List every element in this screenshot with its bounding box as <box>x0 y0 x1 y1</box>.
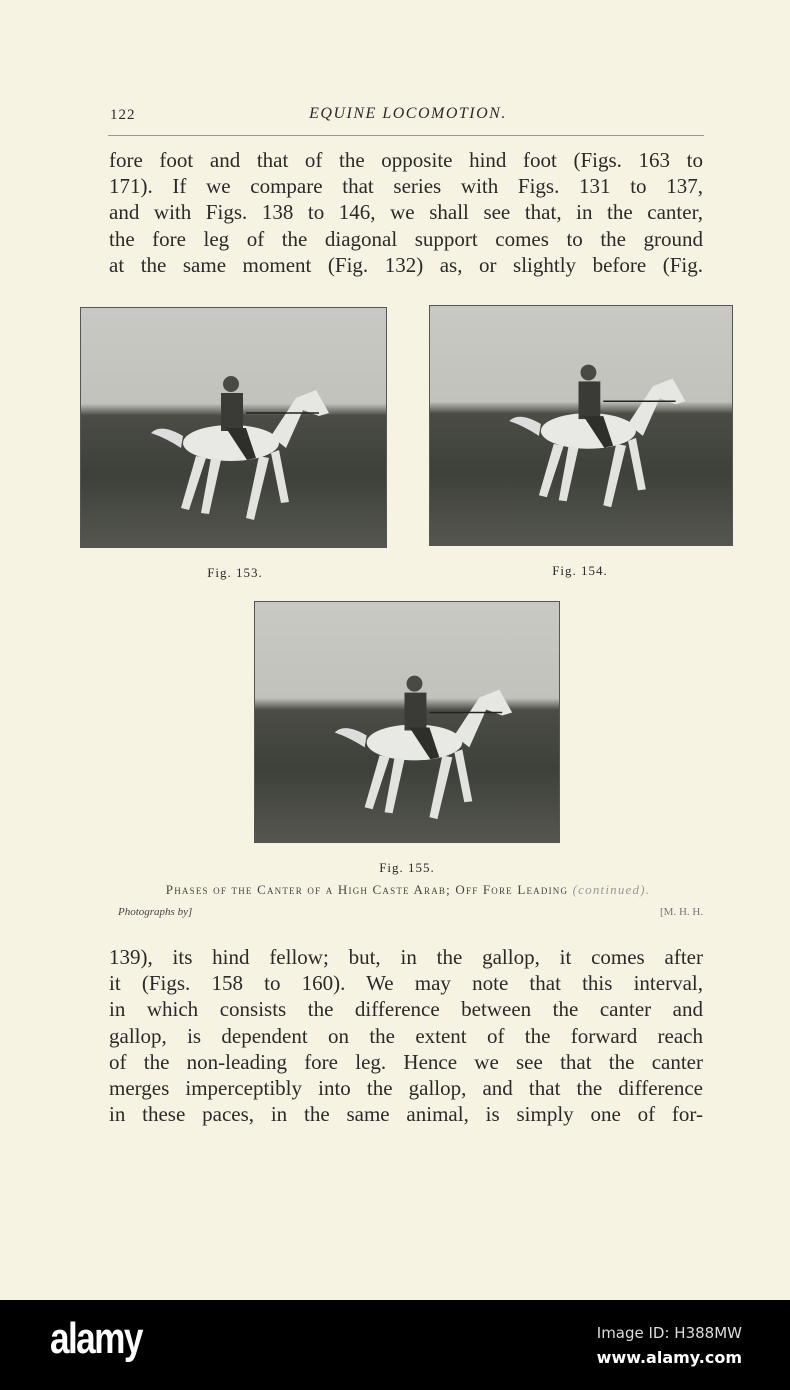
figure-label: Fig. 154. <box>552 563 608 578</box>
text-line: fore foot and that of the opposite hind foot (Figs. 163 to <box>109 148 703 172</box>
caption-note: (continued). <box>572 882 651 897</box>
photo-credit-name: [M. H. H. <box>660 906 704 918</box>
text-line: in these paces, in the same animal, is simply one of for- <box>109 1102 703 1127</box>
page-number: 122 <box>110 107 136 123</box>
alamy-logo: alamy <box>50 1314 142 1363</box>
text-line: at the same moment (Fig. 132) as, or slightly before (Fig. <box>109 252 703 277</box>
text-line: 139), its hind fellow; but, in the gallop, it comes after <box>109 945 703 969</box>
text-line: it (Figs. 158 to 160). We may note that this interval, <box>109 971 703 996</box>
text-line: gallop, is dependent on the extent of the forward reach <box>109 1023 703 1048</box>
horse-rider-image <box>255 602 559 842</box>
caption-title: Phases of the Canter of a High Caste Arab; Off Fore Leading <box>165 882 569 897</box>
paragraph-top <box>109 147 703 278</box>
running-title: EQUINE LOCOMOTION. <box>309 105 507 122</box>
horse-rider-image <box>81 308 386 547</box>
figure-label: Fig. 155. <box>379 860 435 875</box>
photo-fig-153 <box>80 307 387 548</box>
text-line: of the non-leading fore leg. Hence we see that the canter <box>109 1049 703 1074</box>
header-rule <box>108 135 704 136</box>
text-line: the fore leg of the diagonal support comes to the ground <box>109 226 703 251</box>
photo-fig-154 <box>429 305 733 546</box>
text-line: and with Figs. 138 to 146, we shall see that, in the canter, <box>109 200 703 225</box>
horse-rider-image <box>430 306 732 545</box>
text-line: 171). If we compare that series with Figs. 131 to 137, <box>109 174 703 199</box>
figure-label: Fig. 153. <box>207 565 263 580</box>
text-line: in which consists the difference between the canter and <box>109 997 703 1022</box>
stock-footer-bar <box>0 1300 790 1390</box>
paragraph-bottom <box>109 944 703 1127</box>
figure-caption <box>80 882 736 898</box>
image-id: Image ID: H388MW <box>596 1324 742 1342</box>
photo-fig-155 <box>254 601 560 843</box>
photo-credit-label: Photographs by] <box>118 906 193 918</box>
text-line: merges imperceptibly into the gallop, and that the difference <box>109 1076 703 1101</box>
website-link: www.alamy.com <box>596 1348 742 1367</box>
